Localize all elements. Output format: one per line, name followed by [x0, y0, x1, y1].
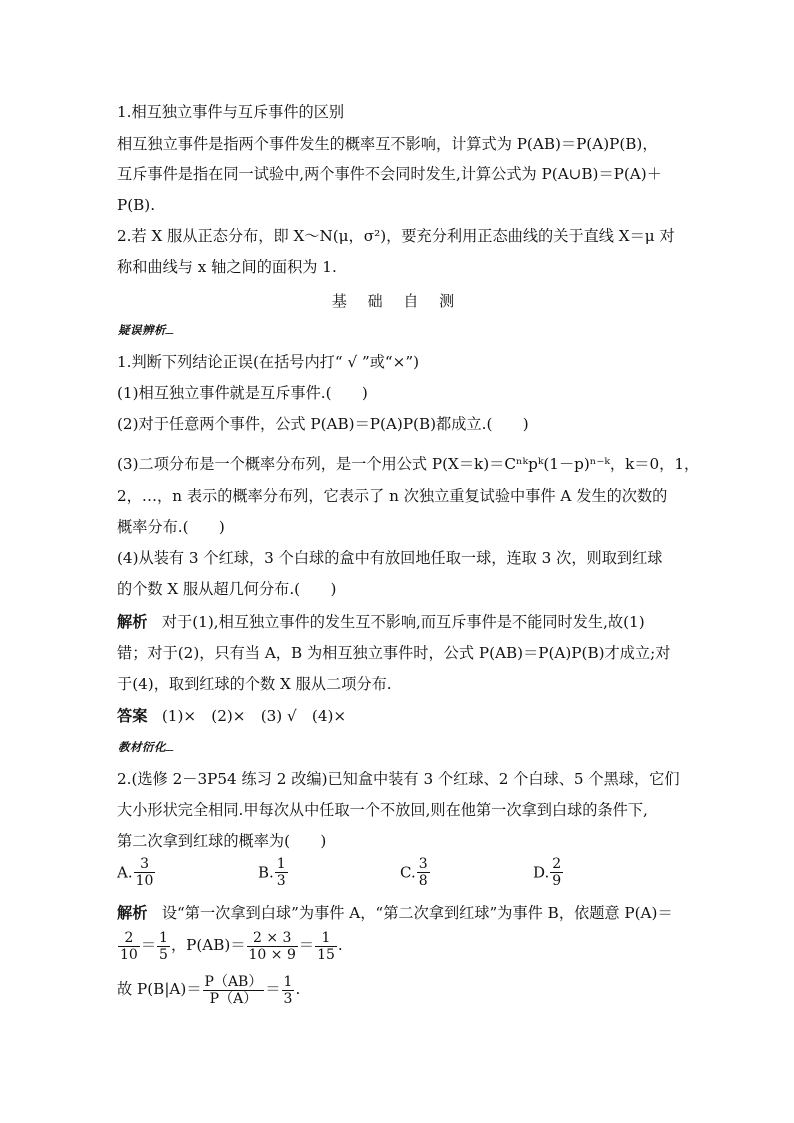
option-c-fraction: [417, 856, 430, 889]
cond-fraction: [203, 974, 265, 1007]
q2-option-d[interactable]: [533, 856, 564, 889]
q1-answer: (1)× (2)× (3) √ (4)×: [161, 707, 347, 725]
option-c-num: 3: [418, 856, 428, 872]
q1-analysis-line1: [117, 612, 677, 632]
q1-statement-4-line1: (4)从装有 3 个红球，3 个白球的盒中有放回地任取一球，连取 3 次，则取到红球: [117, 549, 663, 567]
eq-sign-3: ＝: [265, 980, 281, 998]
eq-sign-2: ＝: [298, 936, 315, 954]
q1-statement-1: (1)相互独立事件就是互斥事件.( ): [117, 384, 368, 402]
pab-simple-fraction: [315, 930, 337, 963]
option-d-num: 2: [552, 856, 562, 872]
pab-den: 10 × 9: [248, 946, 296, 963]
option-b-num: 1: [276, 856, 286, 872]
tag-error-analysis: [118, 322, 175, 338]
eq-sign-1: ＝: [140, 936, 157, 954]
option-c-label: C.: [400, 863, 416, 882]
cond-num: P（AB）: [204, 973, 263, 990]
q1-statement-2: (2)对于任意两个事件，公式 P(AB)＝P(A)P(B)都成立.( ): [117, 415, 529, 433]
pa-simple-den: 5: [159, 946, 168, 963]
q1-analysis-text1: 对于(1),相互独立事件的发生互不影响,而互斥事件是不能同时发生,故(1): [161, 613, 645, 631]
option-c-den: 8: [418, 873, 428, 889]
tag-textbook: [118, 739, 175, 755]
q2-option-b[interactable]: [258, 856, 289, 889]
q1-statement-3-line3: 概率分布.( ): [117, 518, 225, 536]
option-a-den: 10: [135, 873, 154, 889]
pab-num: 2 × 3: [252, 929, 292, 946]
q2-option-a[interactable]: [117, 856, 156, 889]
item1-line1: 相互独立事件是指两个事件发生的概率互不影响，计算式为 P(AB)＝P(A)P(B)，: [117, 135, 658, 153]
pa-num: 2: [124, 929, 134, 946]
tag-error-analysis-text: 疑误辨析: [118, 323, 166, 337]
section-heading: 基 础 自 测: [331, 292, 463, 310]
q1-analysis-label: 解析: [117, 613, 148, 631]
option-a-num: 3: [140, 856, 149, 872]
q2-analysis-text: 设“第一次拿到白球”为事件 A，“第二次拿到红球”为事件 B，依题意 P(A)＝: [161, 904, 673, 922]
tag-textbook-text: 教材衍化: [118, 740, 166, 754]
q1-statement-4-line2: 的个数 X 服从超几何分布.( ): [117, 580, 337, 598]
q2-analysis-line2: [117, 928, 677, 963]
pab-prefix: ，P(AB)＝: [170, 936, 246, 954]
item1-line3: P(B).: [117, 196, 156, 214]
q2-stem-line1: 2.(选修 2－3P54 练习 2 改编)已知盒中装有 3 个红球、2 个白球、5 个黑球，它们: [117, 770, 680, 788]
q1-stem: 1.判断下列结论正误(在括号内打“ √ ”或“×”): [117, 353, 420, 371]
cond-result-num: 1: [283, 973, 293, 990]
cond-result-den: 3: [283, 990, 293, 1007]
tag-tick-icon: [165, 744, 177, 751]
pab-simple-den: 15: [317, 946, 335, 963]
q1-statement-3-line2: 2，…，n 表示的概率分布列，它表示了 n 次独立重复试验中事件 A 发生的次数的: [117, 487, 668, 505]
q1-answer-label: 答案: [117, 707, 148, 725]
option-b-fraction: [275, 856, 288, 889]
option-d-label: D.: [533, 863, 550, 882]
q1-analysis-line3: 于(4)，取到红球的个数 X 服从二项分布.: [117, 675, 392, 693]
pa-simple-fraction: [157, 930, 170, 963]
option-a-label: A.: [117, 863, 133, 882]
item2-line2: 称和曲线与 x 轴之间的面积为 1.: [117, 258, 337, 276]
q1-statement-3-line1: (3)二项分布是一个概率分布列，是一个用公式 P(X＝k)＝Cⁿᵏpᵏ(1－p)ⁿ⁻ᵏ，k＝0，1，: [117, 455, 700, 473]
q2-analysis-line3: [117, 972, 677, 1007]
item2-line1: 2.若 X 服从正态分布，即 X～N(μ，σ²)，要充分利用正态曲线的关于直线 X＝μ 对: [117, 227, 675, 245]
option-d-den: 9: [552, 873, 562, 889]
pa-fraction: [118, 930, 140, 963]
q2-option-c[interactable]: [400, 856, 431, 889]
pa-simple-num: 1: [159, 929, 168, 946]
cond-suffix: .: [295, 980, 301, 998]
q1-analysis-line2: 错；对于(2)，只有当 A，B 为相互独立事件时，公式 P(AB)＝P(A)P(B)才成立;对: [117, 644, 671, 662]
cond-prefix: 故 P(B|A)＝: [117, 980, 202, 998]
option-b-label: B.: [258, 863, 274, 882]
pab-simple-num: 1: [321, 929, 331, 946]
cond-result-fraction: [282, 974, 295, 1007]
q2-analysis-line1: [117, 903, 677, 923]
option-b-den: 3: [276, 873, 286, 889]
cond-den: P（A）: [203, 990, 265, 1007]
q2-stem-line2: 大小形状完全相同.甲每次从中任取一个不放回,则在他第一次拿到白球的条件下,: [117, 801, 648, 819]
option-d-fraction: [550, 856, 563, 889]
q1-answer-line: [117, 706, 677, 726]
option-a-fraction: [134, 856, 156, 889]
item1-title: 1.相互独立事件与互斥事件的区别: [117, 103, 345, 121]
tag-tick-icon: [165, 327, 177, 334]
pa-den: 10: [120, 946, 138, 963]
item1-line2: 互斥事件是指在同一试验中,两个事件不会同时发生,计算公式为 P(A∪B)＝P(A)＋: [117, 165, 662, 183]
pab-fraction: [247, 930, 298, 963]
q2-stem-line3: 第二次拿到红球的概率为( ): [117, 832, 327, 850]
q2-analysis-label: 解析: [117, 904, 148, 922]
pab-suffix: .: [337, 936, 343, 954]
